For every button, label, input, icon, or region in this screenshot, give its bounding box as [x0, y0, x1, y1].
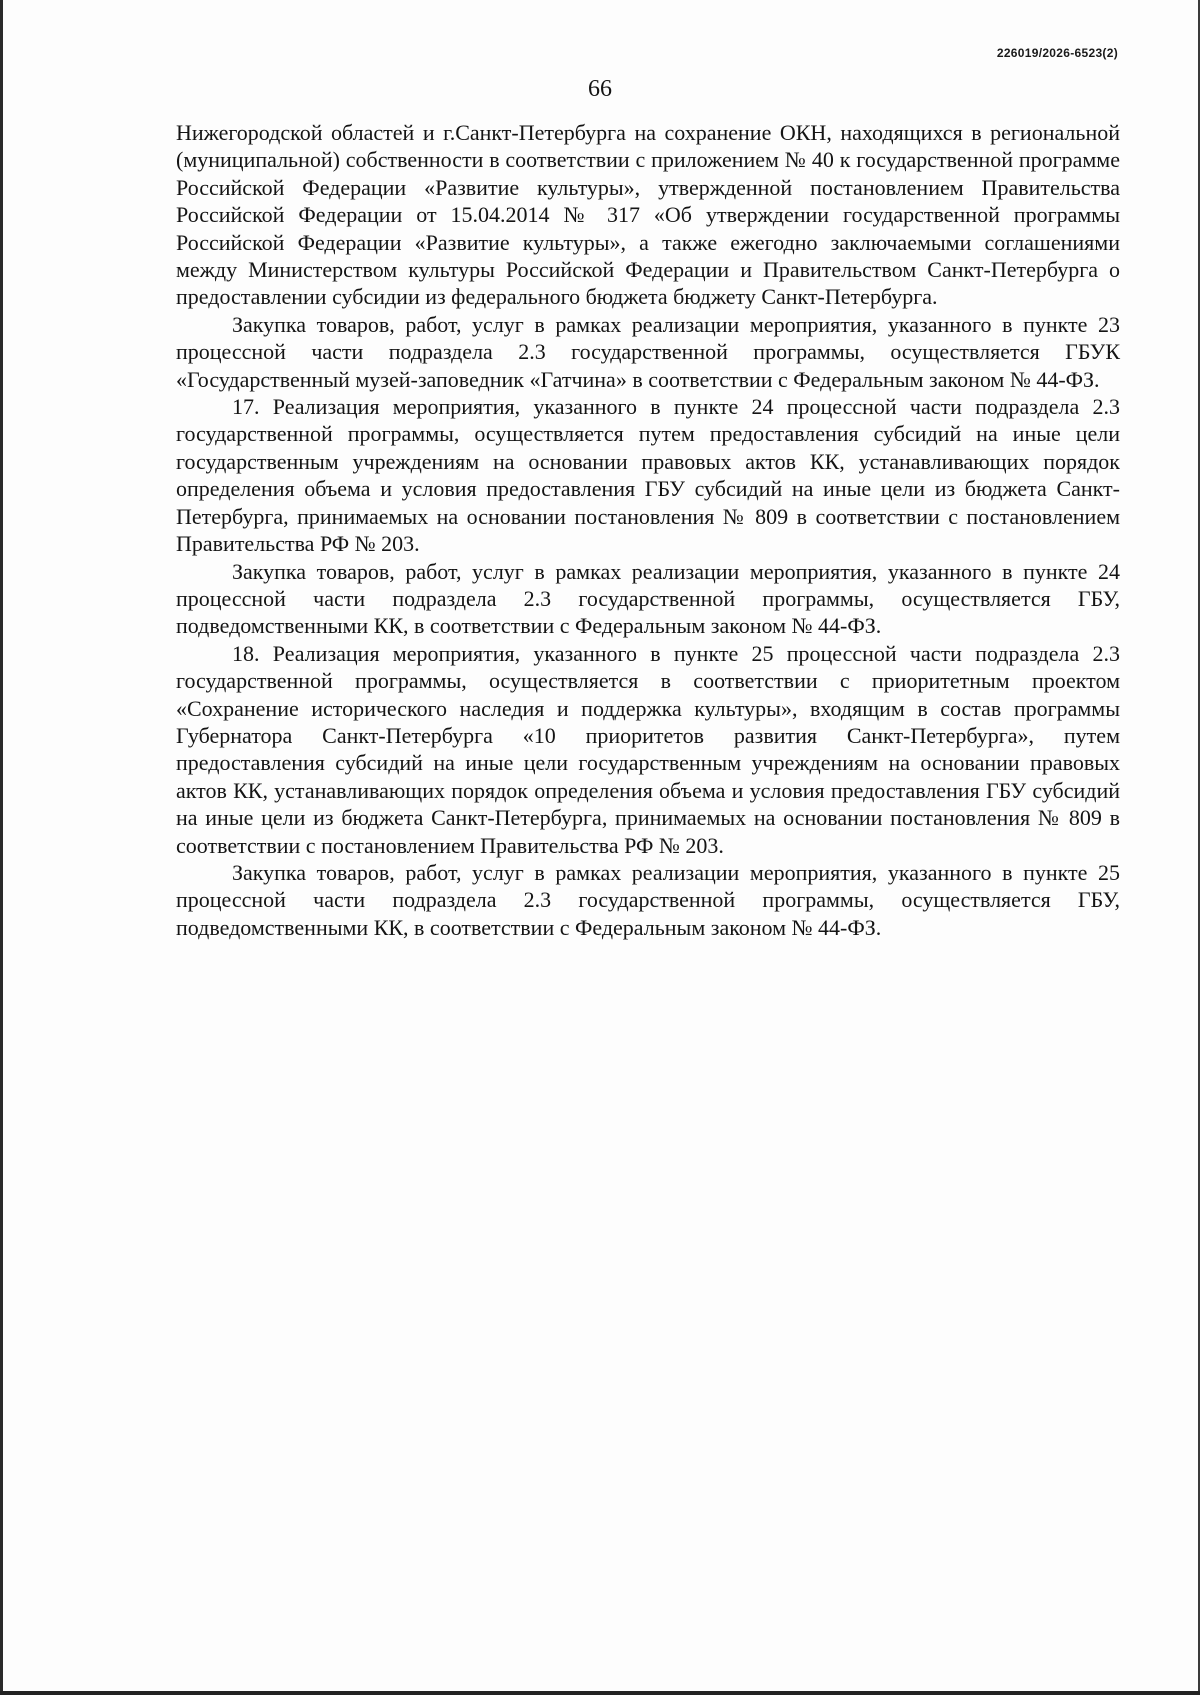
paragraph-item-18: 18. Реализация мероприятия, указанного в пункте 25 процессной части подраздела 2.3 государственной программы, осуществляется в соответствии с приоритетным проектом «Сохранение исторического наследия и поддержка культуры», входящим в состав программы Губернатора Санкт-Петербурга «10 приоритетов развития Санкт-Петербурга», путем предоставления субсидий на иные цели государственным учреждениям на основании правовых актов КК, устанавливающих порядок определения объема и условия предоставления ГБУ субсидий на иные цели из бюджета Санкт-Петербурга, принимаемых на основании постановления № 809 в соответствии с постановлением Правительства РФ № 203. [176, 640, 1120, 858]
scan-left-edge [0, 0, 3, 1695]
page-number: 66 [588, 76, 612, 102]
paragraph-procurement-23: Закупка товаров, работ, услуг в рамках реализации мероприятия, указанного в пункте 23 процессной части подраздела 2.3 государственной программы, осуществляется ГБУК «Государственный музей-заповедник «Гатчина» в соответствии с Федеральным законом № 44-ФЗ. [176, 311, 1120, 392]
paragraph-procurement-24: Закупка товаров, работ, услуг в рамках реализации мероприятия, указанного в пункте 24 процессной части подраздела 2.3 государственной программы, осуществляется ГБУ, подведомственными КК, в соответствии с Федеральным законом № 44-ФЗ. [176, 558, 1120, 639]
scan-bottom-edge [0, 1691, 1200, 1695]
document-id: 226019/2026-6523(2) [996, 46, 1118, 60]
paragraph-continuation: Нижегородской областей и г.Санкт-Петербурга на сохранение ОКН, находящихся в региональной (муниципальной) собственности в соответствии с приложением № 40 к государственной программе Российской Федерации «Развитие культуры», утвержденной постановлением Правительства Российской Федерации от 15.04.2014 № 317 «Об утверждении государственной программы Российской Федерации «Развитие культуры», а также ежегодно заключаемыми соглашениями между Министерством культуры Российской Федерации и Правительством Санкт-Петербурга о предоставлении субсидии из федерального бюджета бюджету Санкт-Петербурга. [176, 120, 1120, 310]
document-body [176, 119, 1120, 941]
paragraph-procurement-25: Закупка товаров, работ, услуг в рамках реализации мероприятия, указанного в пункте 25 процессной части подраздела 2.3 государственной программы, осуществляется ГБУ, подведомственными КК, в соответствии с Федеральным законом № 44-ФЗ. [176, 859, 1120, 940]
paragraph-item-17: 17. Реализация мероприятия, указанного в пункте 24 процессной части подраздела 2.3 государственной программы, осуществляется путем предоставления субсидий на иные цели государственным учреждениям на основании правовых актов КК, устанавливающих порядок определения объема и условия предоставления ГБУ субсидий на иные цели из бюджета Санкт-Петербурга, принимаемых на основании постановления № 809 в соответствии с постановлением Правительства РФ № 203. [176, 394, 1120, 557]
